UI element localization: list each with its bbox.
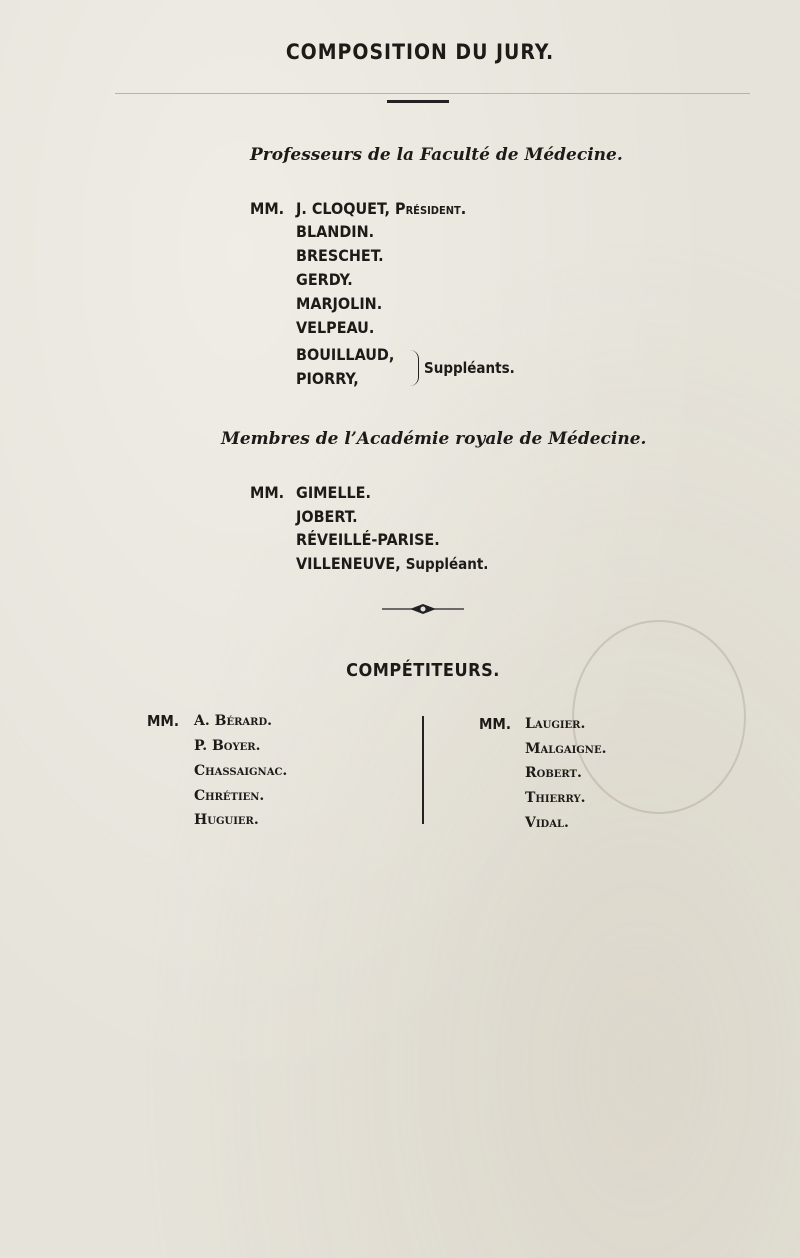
competitor-name: Vidal. — [525, 815, 569, 831]
header-rule — [115, 93, 750, 94]
member-name: J. CLOQUET, — [296, 199, 390, 218]
professeurs-prefix: MM. — [250, 199, 285, 218]
member-role: Suppléant. — [405, 555, 489, 573]
member-role: Président. — [395, 199, 467, 218]
professeurs-heading: Professeurs de la Faculté de Médecine. — [250, 145, 623, 165]
jury-member: GIMELLE. — [296, 483, 371, 502]
jury-member: BOUILLAUD, — [296, 345, 395, 364]
jury-member: BRESCHET. — [296, 246, 384, 265]
jury-member: JOBERT. — [296, 507, 358, 526]
jury-member: MARJOLIN. — [296, 294, 383, 313]
competitor-name: A. Bérard. — [194, 713, 272, 729]
academie-prefix: MM. — [250, 483, 285, 502]
competitor-name: Huguier. — [194, 812, 259, 828]
suppleants-label: Suppléants. — [424, 359, 515, 377]
competiteurs-left-prefix: MM. — [147, 712, 179, 730]
ornament-divider — [380, 602, 466, 616]
competitor-name: Chrétien. — [194, 788, 265, 804]
jury-member: PIORRY, — [296, 369, 359, 388]
jury-member — [296, 199, 466, 218]
jury-member — [296, 554, 488, 573]
member-name: VILLENEUVE, — [296, 554, 401, 573]
academie-heading: Membres de l’Académie royale de Médecine. — [221, 429, 647, 449]
column-divider — [422, 716, 424, 824]
jury-member: BLANDIN. — [296, 222, 375, 241]
jury-member: GERDY. — [296, 270, 353, 289]
library-stamp — [572, 620, 746, 814]
competitor-name: Chassaignac. — [194, 763, 288, 779]
competitor-name: Laugier. — [525, 716, 586, 732]
jury-member: RÉVEILLÉ-PARISE. — [296, 530, 440, 549]
title-underline — [387, 100, 449, 103]
competitor-name: Malgaigne. — [525, 741, 607, 757]
competiteurs-heading: COMPÉTITEURS. — [346, 660, 500, 681]
suppleants-brace — [410, 350, 419, 386]
competitor-name: Robert. — [525, 765, 582, 781]
competitor-name: Thierry. — [525, 790, 586, 806]
page-title: COMPOSITION DU JURY. — [285, 40, 555, 64]
competitor-name: P. Boyer. — [194, 738, 261, 754]
competiteurs-right-prefix: MM. — [479, 715, 511, 733]
jury-member: VELPEAU. — [296, 318, 375, 337]
